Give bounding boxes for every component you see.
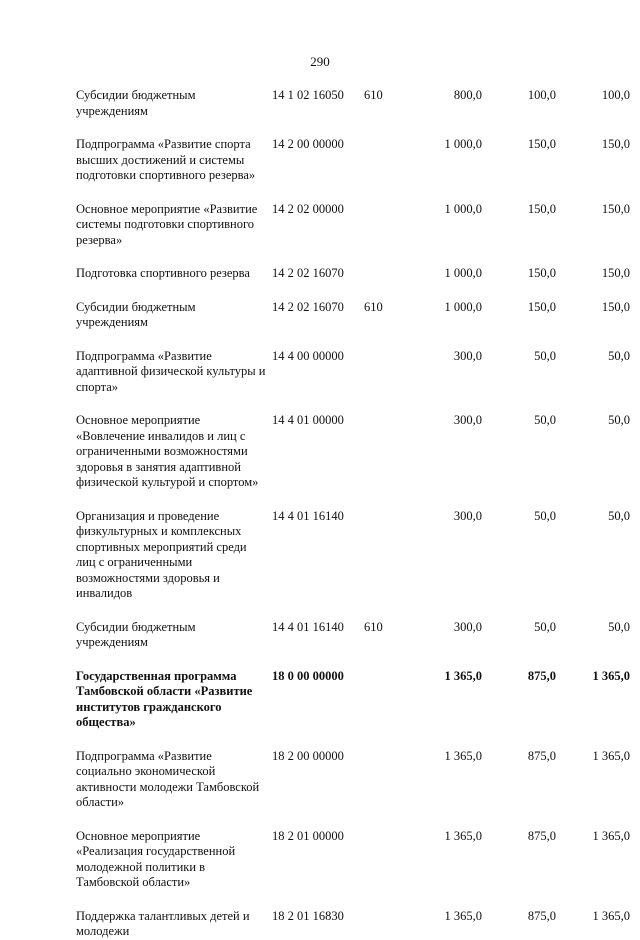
row-name: Основное мероприятие «Развитие системы подготовки спортивного резерва» [76,201,258,247]
row-value-3: 50,0 [608,413,630,427]
table-row [76,909,630,940]
row-value-2: 150,0 [527,201,556,216]
row-value-2: 875,0 [527,908,556,923]
row-code: 18 2 01 00000 [272,828,344,843]
row-vr [360,749,408,811]
table-row [76,509,630,602]
row-code: 14 4 01 16140 [272,619,344,634]
row-vr: 610 [364,299,383,314]
row-name: Поддержка талантливых детей и молодежи [76,908,250,938]
table-row [76,88,630,119]
row-name: Подпрограмма «Развитие социально экономической активности молодежи Тамбовской области» [76,748,260,809]
row-value-2: 50,0 [534,348,556,363]
row-value-3: 1 365,0 [592,748,630,763]
row-code: 18 2 00 00000 [272,748,344,763]
table-row [76,202,630,249]
table-row [76,266,630,282]
row-code: 14 2 02 16070 [272,266,344,280]
row-vr: 610 [364,619,383,634]
row-value-1: 1 365,0 [444,748,482,763]
row-value-1: 1 000,0 [444,299,482,314]
row-value-1: 800,0 [453,88,482,102]
table-row [76,137,630,184]
row-code: 18 0 00 00000 [272,668,344,683]
row-vr [360,509,408,602]
row-value-3: 50,0 [608,508,630,523]
row-value-3: 150,0 [601,201,630,216]
row-value-2: 875,0 [527,828,556,843]
row-value-3: 150,0 [601,299,630,314]
row-value-1: 1 365,0 [444,908,482,923]
row-name: Основное мероприятие «Вовлечение инвалидов и лиц с ограниченными возможностями здоровья в занятия адаптивной физической культурой и спортом» [76,413,259,489]
row-vr [360,829,408,891]
row-code: 14 2 00 00000 [272,137,344,151]
table-row [76,349,630,396]
row-code: 14 4 01 16140 [272,508,344,523]
row-value-3: 50,0 [608,619,630,634]
row-vr [360,909,408,940]
row-name: Организация и проведение физкультурных и комплексных спортивных мероприятий среди лиц с ограниченными возможностями здоровья и инвалидов [76,508,247,600]
row-value-1: 1 365,0 [444,828,482,843]
row-vr: 610 [364,88,383,102]
row-value-1: 1 365,0 [444,668,482,683]
row-name: Подпрограмма «Развитие адаптивной физической культуры и спорта» [76,348,266,394]
row-value-2: 100,0 [527,88,556,102]
row-name: Подпрограмма «Развитие спорта высших достижений и системы подготовки спортивного резерва» [76,137,256,182]
budget-table [76,88,630,940]
row-name: Подготовка спортивного резерва [76,266,250,280]
row-vr [360,669,408,731]
row-value-3: 1 365,0 [592,908,630,923]
row-value-2: 150,0 [527,266,556,280]
table-row [76,300,630,331]
row-vr [360,413,408,491]
row-vr [360,349,408,396]
table-row [76,620,630,651]
row-value-1: 1 000,0 [444,201,482,216]
row-value-1: 300,0 [453,619,482,634]
row-code: 14 2 02 16070 [272,299,344,314]
row-code: 14 4 00 00000 [272,348,344,363]
row-value-1: 1 000,0 [444,266,482,280]
row-value-2: 50,0 [534,508,556,523]
row-vr [360,202,408,249]
row-code: 14 2 02 00000 [272,201,344,216]
row-name: Субсидии бюджетным учреждениям [76,88,196,118]
table-row [76,829,630,891]
row-value-2: 150,0 [527,299,556,314]
row-value-3: 100,0 [601,88,630,102]
row-name: Субсидии бюджетным учреждениям [76,299,196,329]
row-vr [360,266,408,282]
row-value-3: 1 365,0 [592,668,630,683]
row-name: Государственная программа Тамбовской области «Развитие институтов гражданского общества» [76,668,253,729]
row-value-2: 875,0 [527,748,556,763]
row-code: 18 2 01 16830 [272,908,344,923]
row-value-1: 300,0 [453,348,482,363]
row-code: 14 1 02 16050 [272,88,344,102]
row-code: 14 4 01 00000 [272,413,344,427]
table-row-program [76,669,630,731]
row-value-3: 50,0 [608,348,630,363]
row-value-2: 50,0 [534,619,556,634]
table-row [76,413,630,491]
row-value-1: 1 000,0 [444,137,482,151]
row-name: Субсидии бюджетным учреждениям [76,619,196,649]
budget-table-body [76,88,630,940]
row-vr [360,137,408,184]
row-value-3: 150,0 [601,266,630,280]
row-value-3: 150,0 [601,137,630,151]
row-value-1: 300,0 [453,413,482,427]
row-name: Основное мероприятие «Реализация государственной молодежной политики в Тамбовской области» [76,828,236,889]
row-value-2: 50,0 [534,413,556,427]
table-row [76,749,630,811]
page-number: 290 [310,54,330,69]
row-value-1: 300,0 [453,508,482,523]
row-value-2: 150,0 [527,137,556,151]
row-value-2: 875,0 [527,668,556,683]
row-value-3: 1 365,0 [592,828,630,843]
